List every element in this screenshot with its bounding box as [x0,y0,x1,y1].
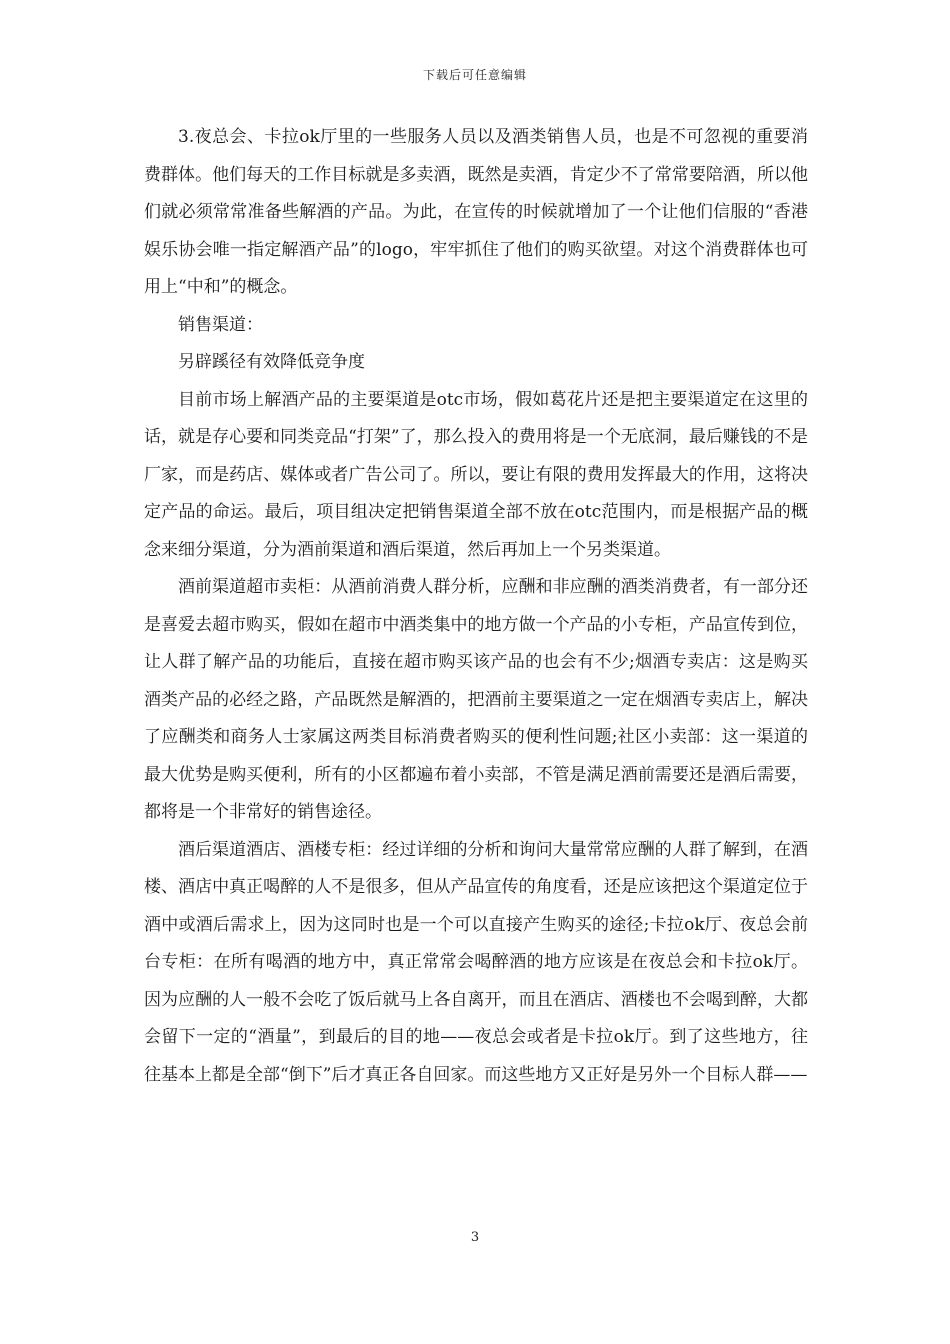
page-header: 下载后可任意编辑 [422,68,527,82]
paragraph-consumer-group-3: 3.夜总会、卡拉ok厅里的一些服务人员以及酒类销售人员，也是不可忽视的重要消费群体。他们每天的工作目标就是多卖酒，既然是卖酒，肯定少不了常常要陪酒，所以他们就必须常常准备些解酒的产品。为此，在宣传的时候就增加了一个让他们信服的“香港娱乐协会唯一指定解酒产品”的logo，牢牢抓住了他们的购买欲望。对这个消费群体也可用上“中和”的概念。 [144,127,808,297]
paragraph-post-drinking-channels: 酒后渠道酒店、酒楼专柜：经过详细的分析和询问大量常常应酬的人群了解到，在酒楼、酒店中真正喝醉的人不是很多，但从产品宣传的角度看，还是应该把这个渠道定位于酒中或酒后需求上，因为这同时也是一个可以直接产生购买的途径;卡拉ok厅、夜总会前台专柜：在所有喝酒的地方中，真正常常会喝醉酒的地方应该是在夜总会和卡拉ok厅。因为应酬的人一般不会吃了饭后就马上各自离开，而且在酒店、酒楼也不会喝到醉，大都会留下一定的“酒量”，到最后的目的地——夜总会或者是卡拉ok厅。到了这些地方，往往基本上都是全部“倒下”后才真正各自回家。而这些地方又正好是另外一个目标人群—— [144,839,808,1085]
section-subheading-strategy: 另辟蹊径有效降低竞争度 [178,352,365,372]
page-number: 3 [470,1230,480,1245]
paragraph-pre-drinking-channels: 酒前渠道超市卖柜：从酒前消费人群分析，应酬和非应酬的酒类消费者，有一部分还是喜爱去超市购买，假如在超市中酒类集中的地方做一个产品的小专柜，产品宣传到位，让人群了解产品的功能后，直接在超市购买该产品的也会有不少;烟酒专卖店：这是购买酒类产品的必经之路，产品既然是解酒的，把酒前主要渠道之一定在烟酒专卖店上，解决了应酬类和商务人士家属这两类目标消费者购买的便利性问题;社区小卖部：这一渠道的最大优势是购买便利，所有的小区都遍布着小卖部，不管是满足酒前需要还是酒后需要，都将是一个非常好的销售途径。 [144,577,808,822]
section-heading-sales-channels: 销售渠道： [178,314,263,335]
document-body [144,119,808,1094]
paragraph-otc-market: 目前市场上解酒产品的主要渠道是otc市场，假如葛花片还是把主要渠道定在这里的话，就是存心要和同类竞品“打架”了，那么投入的费用将是一个无底洞，最后赚钱的不是厂家，而是药店、媒体或者广告公司了。所以，要让有限的费用发挥最大的作用，这将决定产品的命运。最后，项目组决定把销售渠道全部不放在otc范围内，而是根据产品的概念来细分渠道，分为酒前渠道和酒后渠道，然后再加上一个另类渠道。 [144,389,808,560]
